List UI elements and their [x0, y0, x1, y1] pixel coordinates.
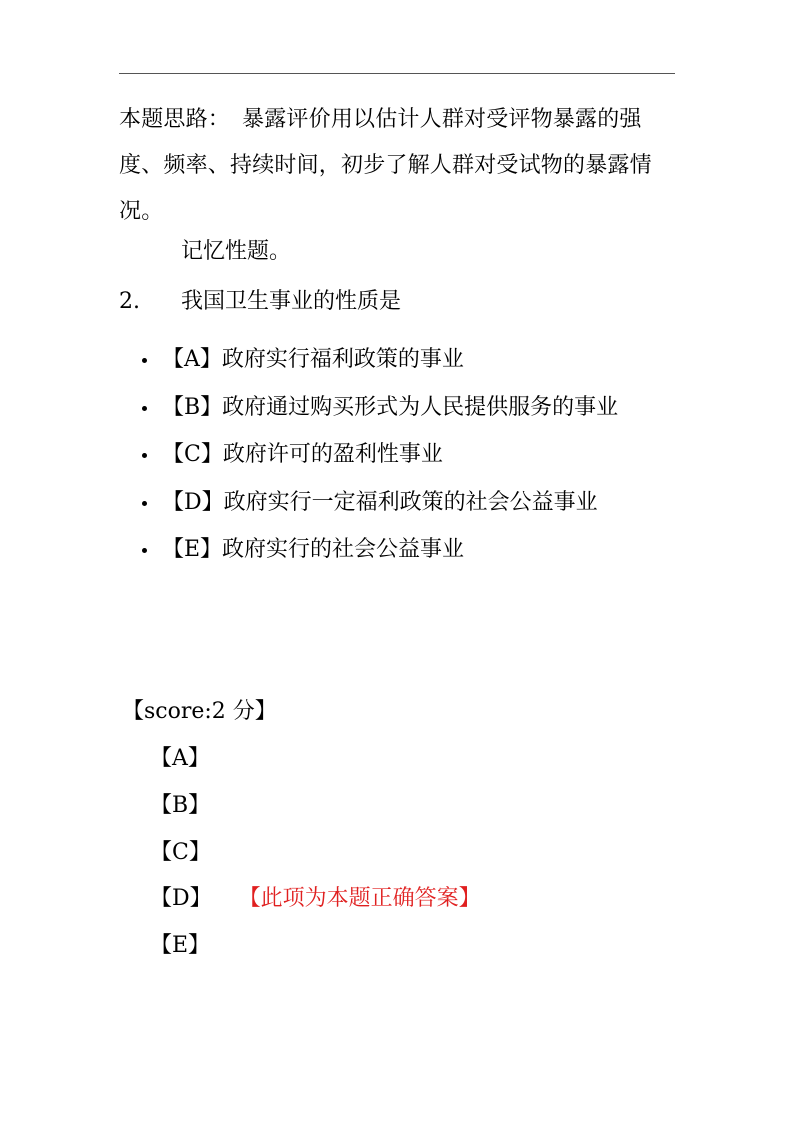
explanation-label: 本题思路：	[119, 107, 231, 132]
answer-b: 【B】	[150, 793, 211, 818]
option-list	[140, 348, 618, 586]
explanation-text: 暴露评价用以估计人群对受评物暴露的强度、频率、持续时间，初步了解人群对受试物的暴露情况。	[119, 107, 652, 224]
explanation-paragraph	[119, 97, 679, 235]
bullet-icon	[142, 358, 147, 363]
answer-e: 【E】	[150, 933, 211, 958]
option-label: 【A】政府实行福利政策的事业	[162, 347, 464, 372]
option-d	[140, 491, 618, 515]
correct-answer-note: 【此项为本题正确答案】	[249, 886, 481, 911]
bullet-icon	[142, 406, 147, 411]
answer-d: 【D】	[150, 886, 212, 911]
option-a	[140, 348, 618, 372]
option-label: 【B】政府通过购买形式为人民提供服务的事业	[162, 394, 619, 420]
option-label: 【C】政府许可的盈利性事业	[162, 442, 443, 467]
question-number: 2.	[119, 289, 140, 314]
score-label: 【score:2 分】	[122, 699, 277, 724]
option-label: 【E】政府实行的社会公益事业	[162, 537, 465, 562]
header-rule	[119, 73, 675, 74]
answer-a: 【A】	[150, 746, 210, 771]
answer-d-row	[150, 887, 481, 911]
answer-c: 【C】	[150, 840, 211, 865]
memo-note: 记忆性题。	[181, 239, 292, 264]
option-e	[140, 538, 618, 562]
option-b	[140, 396, 618, 420]
question-text: 我国卫生事业的性质是	[181, 289, 402, 314]
bullet-icon	[142, 548, 147, 553]
option-label: 【D】政府实行一定福利政策的社会公益事业	[162, 489, 598, 515]
bullet-icon	[142, 501, 147, 506]
option-c	[140, 443, 618, 467]
bullet-icon	[142, 453, 147, 458]
